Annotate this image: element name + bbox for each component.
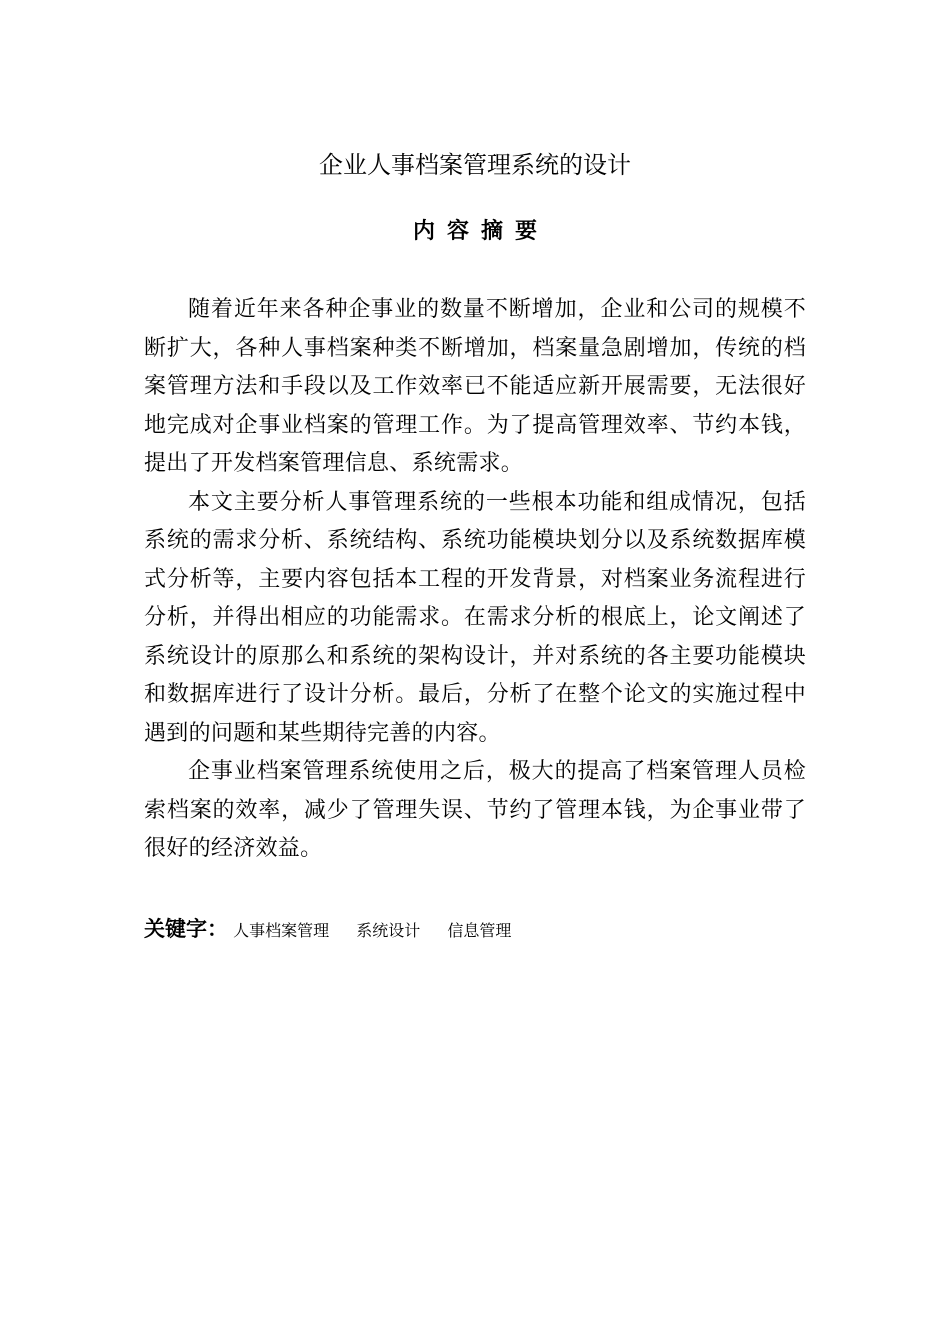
keyword-item: 系统设计 bbox=[356, 921, 421, 940]
abstract-paragraph-3: 企事业档案管理系统使用之后，极大的提高了档案管理人员检索档案的效率，减少了管理失误、节约了管理本钱，为企事业带了很好的经济效益。 bbox=[144, 759, 806, 861]
keyword-item: 人事档案管理 bbox=[233, 921, 330, 940]
document-title: 企业人事档案管理系统的设计 bbox=[319, 151, 631, 179]
abstract-body bbox=[144, 291, 806, 869]
keywords-label: 关键字： bbox=[144, 917, 228, 941]
abstract-heading: 内容摘要 bbox=[412, 219, 549, 244]
abstract-paragraph-1: 随着近年来各种企事业的数量不断增加，企业和公司的规模不断扩大，各种人事档案种类不断增加，档案量急剧增加，传统的档案管理方法和手段以及工作效率已不能适应新开展需要，无法很好地完成对企事业档案的管理工作。为了提高管理效率、节约本钱，提出了开发档案管理信息、系统需求。 bbox=[144, 297, 806, 476]
keywords-line bbox=[144, 912, 806, 946]
abstract-paragraph-2: 本文主要分析人事管理系统的一些根本功能和组成情况，包括系统的需求分析、系统结构、系统功能模块划分以及系统数据库模式分析等，主要内容包括本工程的开发背景，对档案业务流程进行分析，并得出相应的功能需求。在需求分析的根底上，论文阐述了系统设计的原那么和系统的架构设计，并对系统的各主要功能模块和数据库进行了设计分析。最后，分析了在整个论文的实施过程中遇到的问题和某些期待完善的内容。 bbox=[144, 489, 806, 746]
keyword-item: 信息管理 bbox=[447, 921, 512, 940]
